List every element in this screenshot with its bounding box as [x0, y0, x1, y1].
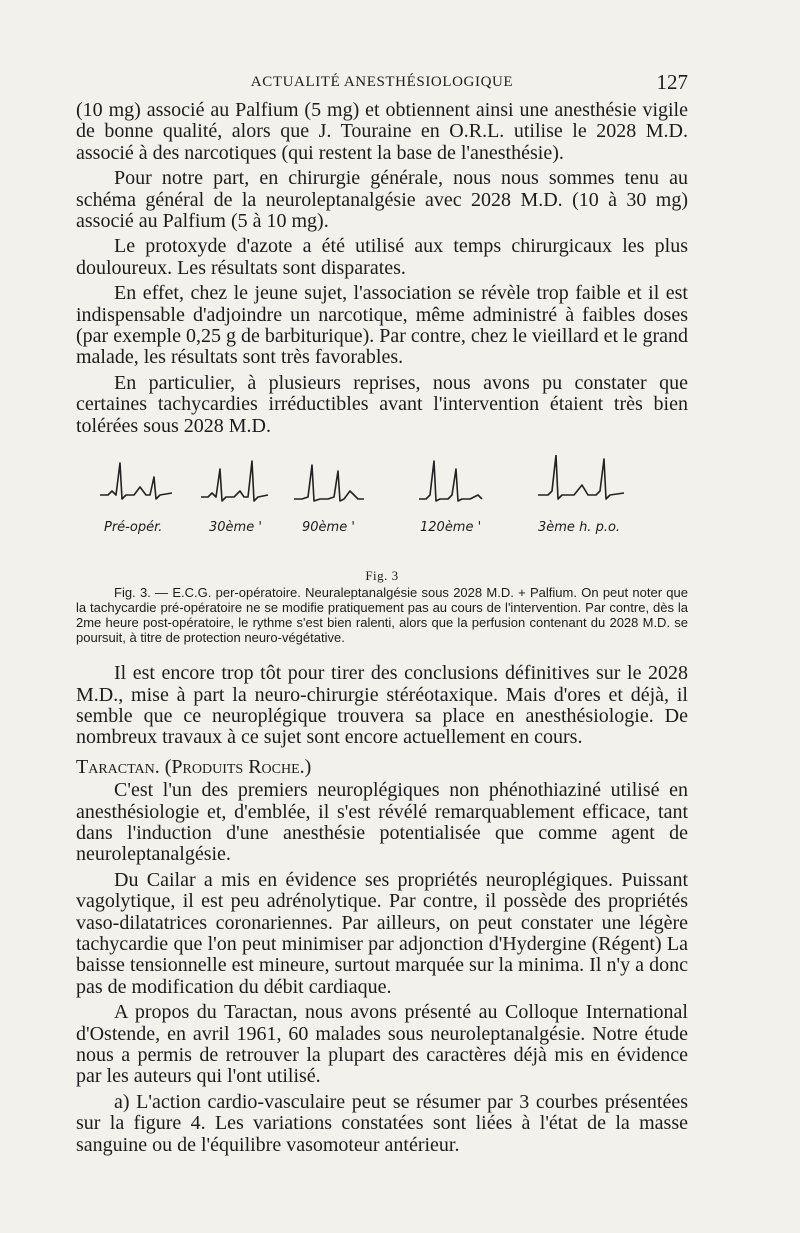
running-title: ACTUALITÉ ANESTHÉSIOLOGIQUE: [250, 74, 514, 90]
ecg-trace-preop: [100, 463, 172, 499]
ecg-trace-3h: [538, 455, 624, 499]
paragraph: Le protoxyde d'azote a été utilisé aux temps chirurgicaux les plus douloureux. Les résultats sont disparates.: [76, 235, 688, 279]
paragraph: a) L'action cardio-vasculaire peut se résumer par 3 courbes présentées sur la figure 4. Les variations constatées sont liées à l'état de la masse sanguine ou de l'équilibre vasomoteur antérieur.: [76, 1090, 688, 1156]
paragraph: C'est l'un des premiers neuroplégiques non phénothiaziné utilisé en anesthésiologie et, d'emblée, il s'est révélé remarquablement efficace, tant dans l'induction d'une anesthésie potentialisée que comme agent de neuroleptanalgésie.: [76, 779, 688, 866]
ecg-label-120: 120ème ': [420, 520, 482, 536]
ecg-trace-30: [201, 461, 268, 501]
ecg-label-90: 90ème ': [302, 520, 355, 536]
ecg-label-preop: Pré-opér.: [104, 520, 163, 536]
figure-caption: Fig. 3. — E.C.G. per-opératoire. Neuraleptanalgésie sous 2028 M.D. + Palfium. On peut noter que la tachycardie pré-opératoire ne se modifie pratiquement pas au cours de l'intervention. Par contre, dès la 2me heure post-opératoire, le rythme s'est bien ralenti, alors que la perfusion contenant du 2028 M.D. se poursuit, à titre de protection neuro-végétative.: [76, 585, 688, 646]
paragraph: Du Cailar a mis en évidence ses propriétés neuroplégiques. Puissant vagolytique, il est peu adrénolytique. Par contre, il possède des propriétés vaso-dilatatrices coronariennes. Par ailleurs, on peut constater une légère tachycardie que l'on peut minimiser par adjonction d'Hydergine (Régent) La baisse tensionnelle est mineure, surtout marquée sur la minima. Il n'y a donc pas de modification du débit cardiaque.: [76, 868, 688, 998]
paragraph: En particulier, à plusieurs reprises, nous avons pu constater que certaines tachycardies irréductibles avant l'intervention étaient très bien tolérées sous 2028 M.D.: [76, 371, 688, 437]
paragraph: A propos du Taractan, nous avons présenté au Colloque International d'Ostende, en avril 1961, 60 malades sous neuroleptanalgésie. Notre étude nous a permis de retrouver la plupart des caractères déjà mis en évidence par les auteurs qui l'ont utilisé.: [76, 1001, 688, 1088]
section-heading: Taractan. (Produits Roche.): [76, 755, 312, 778]
paragraph: Il est encore trop tôt pour tirer des conclusions définitives sur le 2028 M.D., mise à part la neuro-chirurgie stéréotaxique. Mais d'ores et déjà, il semble que ce neuroplégique trouvera sa place en anesthésiologie. De nombreux travaux à ce sujet sont encore actuellement en cours.: [76, 662, 688, 749]
ecg-trace-120: [419, 461, 482, 501]
body-text: [76, 100, 688, 1160]
paragraph: Pour notre part, en chirurgie générale, nous nous sommes tenu au schéma général de la neuroleptanalgésie avec 2028 M.D. (10 à 30 mg) associé au Palfium (5 à 10 mg).: [76, 167, 688, 233]
paragraph: (10 mg) associé au Palfium (5 mg) et obtiennent ainsi une anesthésie vigile de bonne qualité, alors que J. Touraine en O.R.L. utilise le 2028 M.D. associé à des narcotiques (qui restent la base de l'anesthésie).: [76, 99, 688, 164]
figure-number: Fig. 3: [365, 568, 399, 584]
ecg-label-30: 30ème ': [209, 520, 262, 536]
page-header: [76, 70, 688, 98]
ecg-figure: [76, 455, 688, 585]
page-number: 127: [656, 70, 688, 94]
ecg-trace-90: [294, 465, 364, 501]
paragraph: En effet, chez le jeune sujet, l'association se révèle trop faible et il est indispensable d'adjoindre un narcotique, même administré à faibles doses (par exemple 0,25 g de barbiturique). Par contre, chez le vieillard et le grand malade, les résultats sont très favorables.: [76, 282, 688, 369]
ecg-label-3h: 3ème h. p.o.: [538, 520, 621, 536]
